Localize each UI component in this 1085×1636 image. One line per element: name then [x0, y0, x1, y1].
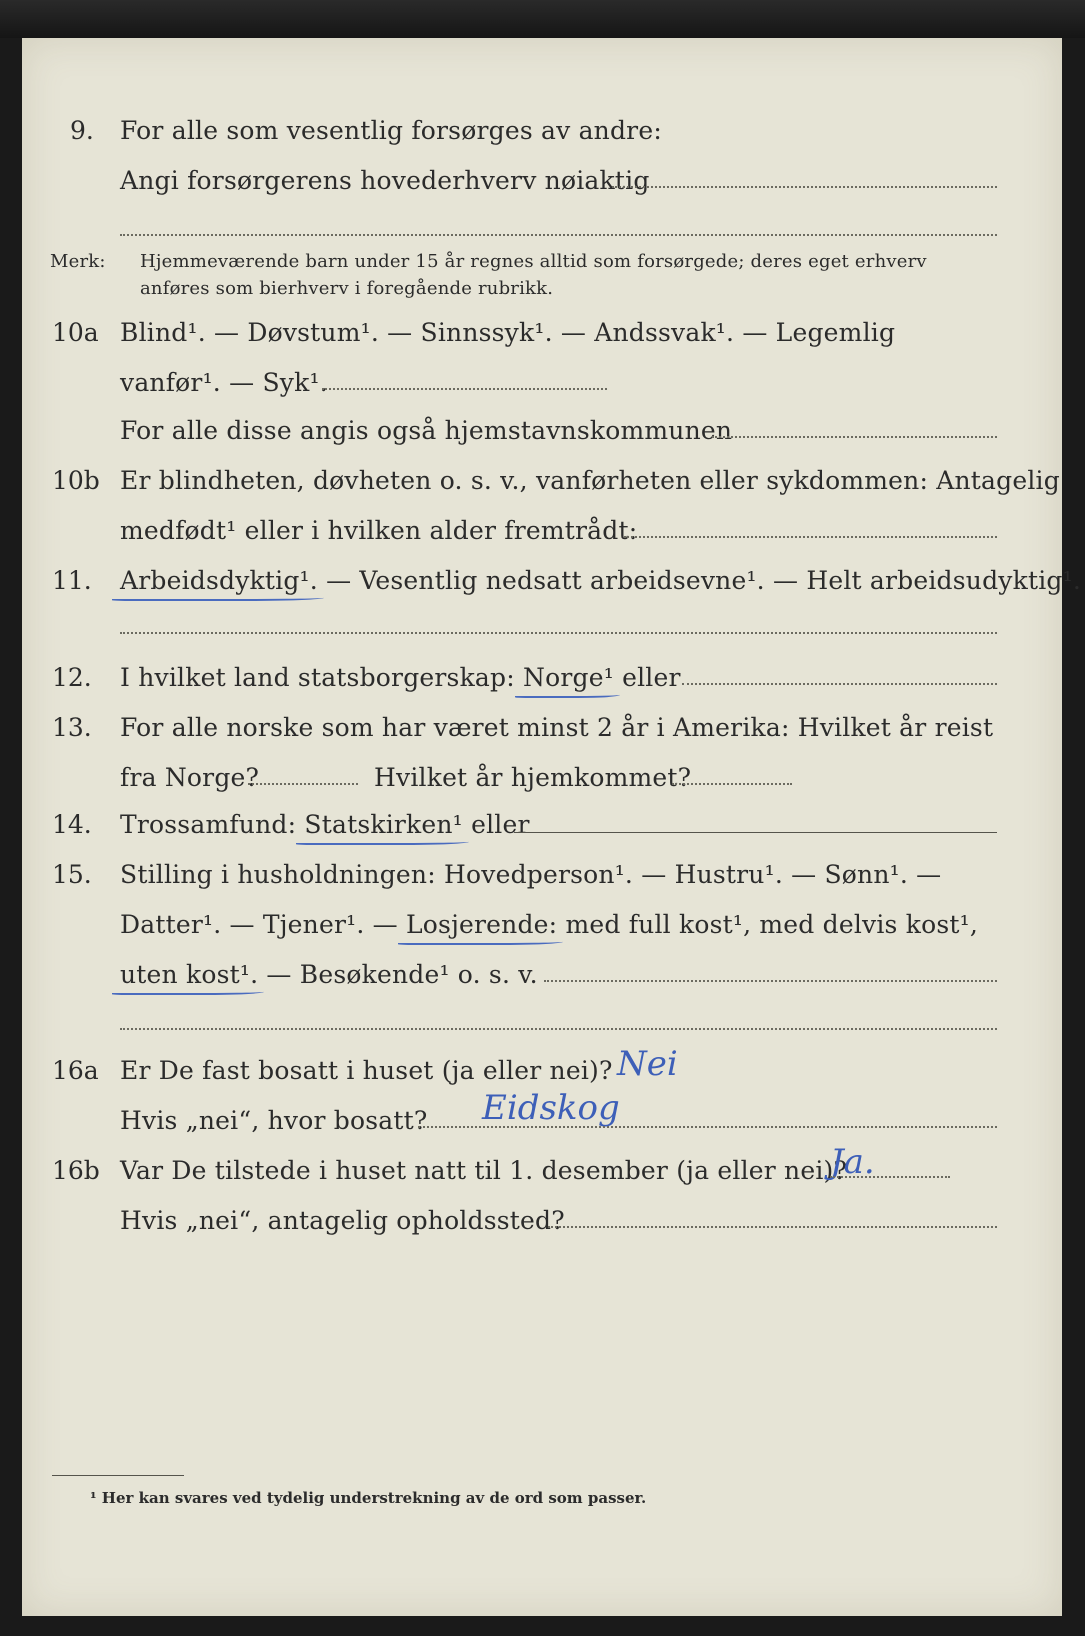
q15-answer-line-2[interactable] [120, 1028, 997, 1030]
q10b-number: 10b [52, 466, 100, 495]
q16b-number: 16b [52, 1156, 100, 1185]
q12-line [120, 663, 681, 692]
q16a-handwritten-residence[interactable]: Eidskog [482, 1088, 620, 1128]
q10b-line2: medfødt¹ eller i hvilken alder fremtrådt: [120, 516, 638, 545]
q10b-answer-line[interactable] [624, 536, 997, 538]
q9-line1: For alle som vesentlig forsørges av andre: [120, 116, 662, 145]
scan-top-edge [0, 0, 1085, 38]
q16b-location-line[interactable] [548, 1226, 997, 1228]
q16b-line2: Hvis „nei“, antagelig opholdssted? [120, 1206, 565, 1235]
q10b-line1: Er blindheten, døvheten o. s. v., vanførheten eller sykdommen: Antagelig [120, 466, 1060, 495]
q12-post: eller [622, 663, 681, 692]
q10a-hometown-line[interactable] [712, 436, 997, 438]
q11-number: 11. [52, 566, 92, 595]
q14-pre: Trossamfund: [120, 810, 297, 839]
q12-answer-line[interactable] [682, 683, 997, 685]
q11-answer-line[interactable] [120, 632, 997, 634]
footnote: ¹ Her kan svares ved tydelig understrekning av de ord som passer. [90, 1489, 647, 1507]
footnote-separator [52, 1475, 184, 1476]
q14-number: 14. [52, 810, 92, 839]
q11-rest: — Vesentlig nedsatt arbeidsevne¹. — Helt arbeidsudyktig¹. [326, 566, 1081, 595]
q15-line1: Stilling i husholdningen: Hovedperson¹. — Hustru¹. — Sønn¹. — [120, 860, 942, 889]
q10a-answer-line[interactable] [322, 388, 607, 390]
q15-answer-line[interactable] [544, 980, 997, 982]
q15-line3 [120, 960, 538, 989]
q15-line2a: Datter¹. — Tjener¹. — [120, 910, 398, 939]
q13-line1: For alle norske som har været minst 2 år i Amerika: Hvilket år reist [120, 713, 994, 742]
q12-pre: I hvilket land statsborgerskap: [120, 663, 515, 692]
merk-label: Merk: [50, 251, 106, 272]
q15-number: 15. [52, 860, 92, 889]
q13-number: 13. [52, 713, 92, 742]
q9-answer-line-2[interactable] [120, 234, 997, 236]
q16b-handwritten-answer[interactable]: Ja. [830, 1142, 875, 1182]
q10a-line2: vanfør¹. — Syk¹. [120, 368, 328, 397]
q13-reist-line[interactable] [248, 783, 358, 785]
q10a-number: 10a [52, 318, 99, 347]
q11-underlined-arbeidsdyktig[interactable]: Arbeidsdyktig¹. [120, 566, 318, 595]
q14-answer-line[interactable] [514, 832, 997, 833]
q16a-line1: Er De fast bosatt i huset (ja eller nei)? [120, 1056, 613, 1085]
q16a-line2: Hvis „nei“, hvor bosatt? [120, 1106, 428, 1135]
q9-number: 9. [70, 116, 94, 145]
q16a-residence-line[interactable] [418, 1126, 997, 1128]
q14-line [120, 810, 530, 839]
q9-line2: Angi forsørgerens hovederhverv nøiaktig [120, 166, 650, 195]
census-form-page [22, 38, 1081, 1616]
q14-underlined-statskirken[interactable]: Statskirken¹ [304, 810, 463, 839]
q10a-line1: Blind¹. — Døvstum¹. — Sinnssyk¹. — Andssvak¹. — Legemlig [120, 318, 896, 347]
q15-line2 [120, 910, 978, 939]
q16a-number: 16a [52, 1056, 99, 1085]
q12-number: 12. [52, 663, 92, 692]
q15-underlined-uten-kost[interactable]: uten kost¹. [120, 960, 259, 989]
q9-answer-line[interactable] [612, 186, 997, 188]
q15-underlined-losjerende[interactable]: Losjerende: [406, 910, 558, 939]
merk-line2: anføres som bierhverv i foregående rubrikk. [140, 278, 554, 299]
q15-line2b: med full kost¹, med delvis kost¹, [565, 910, 978, 939]
q14-post: eller [471, 810, 530, 839]
q11-line [120, 566, 1081, 595]
q13-line2a: fra Norge? [120, 763, 260, 792]
q16b-answer-line[interactable] [830, 1176, 950, 1178]
q12-underlined-norge[interactable]: Norge¹ [523, 663, 614, 692]
merk-line1: Hjemmeværende barn under 15 år regnes alltid som forsørgede; deres eget erhverv [140, 251, 927, 272]
q15-line3b: — Besøkende¹ o. s. v. [266, 960, 538, 989]
q16a-handwritten-answer[interactable]: Nei [617, 1044, 678, 1084]
q16b-line1: Var De tilstede i huset natt til 1. desember (ja eller nei)? [120, 1156, 848, 1185]
q13-hjemkommet-line[interactable] [672, 783, 792, 785]
q13-line2b: Hvilket år hjemkommet? [374, 763, 692, 792]
q10a-line3: For alle disse angis også hjemstavnskommunen [120, 416, 733, 445]
